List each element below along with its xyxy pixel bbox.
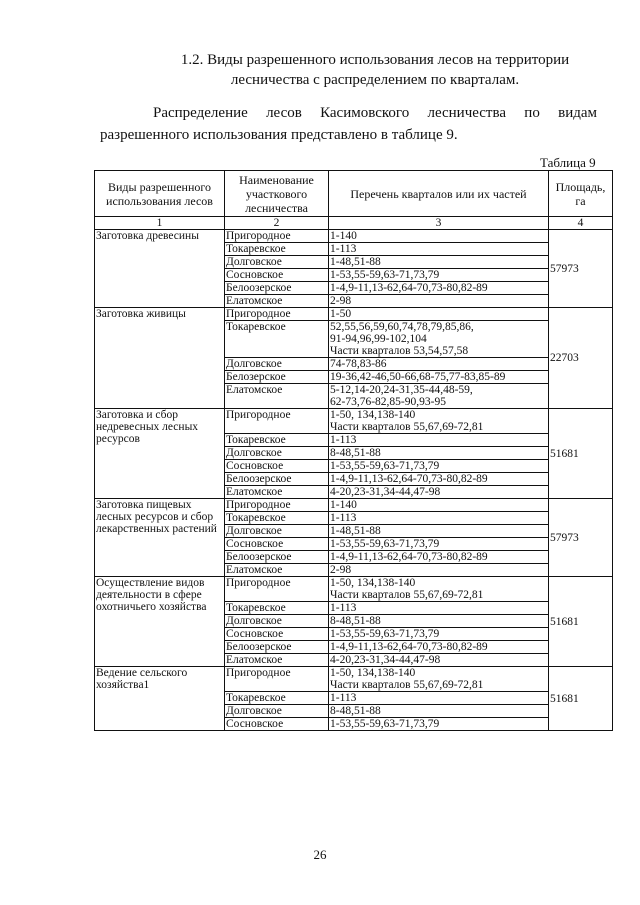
forestry-cell: Сосновское	[225, 718, 329, 731]
quarters-line: 1-53,55-59,63-71,73,79	[330, 538, 440, 550]
forestry-cell: Долговское	[225, 256, 329, 269]
quarters-line: Части кварталов 55,67,69-72,81	[330, 421, 484, 433]
area-cell: 51681	[549, 577, 613, 667]
quarters-line: 1-113	[330, 512, 357, 524]
quarters-cell	[329, 564, 549, 577]
intro-paragraph	[100, 102, 597, 146]
use-type-cell: Осуществление видов деятельности в сфере охотничьего хозяйства	[95, 577, 225, 667]
forestry-cell: Долговское	[225, 615, 329, 628]
quarters-line: 4-20,23-31,34-44,47-98	[330, 654, 441, 666]
quarters-line: 2-98	[330, 564, 352, 576]
area-cell: 57973	[549, 230, 613, 308]
area-cell: 22703	[549, 308, 613, 409]
quarters-line: 1-4,9-11,13-62,64-70,73-80,82-89	[330, 551, 488, 563]
quarters-cell	[329, 447, 549, 460]
quarters-line: 1-53,55-59,63-71,73,79	[330, 460, 440, 472]
quarters-cell	[329, 692, 549, 705]
quarters-cell	[329, 718, 549, 731]
quarters-line: 1-48,51-88	[330, 525, 381, 537]
forestry-cell: Долговское	[225, 525, 329, 538]
forestry-cell: Пригородное	[225, 409, 329, 434]
quarters-cell	[329, 525, 549, 538]
forestry-cell: Токаревское	[225, 512, 329, 525]
forestry-cell: Токаревское	[225, 602, 329, 615]
use-type-cell: Заготовка пищевых лесных ресурсов и сбор лекарственных растений	[95, 499, 225, 577]
forestry-cell: Сосновское	[225, 628, 329, 641]
quarters-line: 19-36,42-46,50-66,68-75,77-83,85-89	[330, 371, 506, 383]
header-area: Площадь, га	[549, 171, 613, 217]
quarters-line: 52,55,56,59,60,74,78,79,85,86,	[330, 321, 474, 333]
quarters-line: 1-140	[330, 230, 357, 242]
forestry-cell: Белоозерское	[225, 641, 329, 654]
quarters-cell	[329, 615, 549, 628]
forest-use-table	[94, 170, 613, 731]
quarters-cell	[329, 269, 549, 282]
quarters-line: 1-50	[330, 308, 352, 320]
quarters-cell	[329, 358, 549, 371]
quarters-line: 1-53,55-59,63-71,73,79	[330, 269, 440, 281]
quarters-line: 1-4,9-11,13-62,64-70,73-80,82-89	[330, 641, 488, 653]
forestry-cell: Токаревское	[225, 692, 329, 705]
quarters-line: 2-98	[330, 295, 352, 307]
quarters-cell	[329, 460, 549, 473]
quarters-cell	[329, 538, 549, 551]
forestry-cell: Долговское	[225, 705, 329, 718]
table-row	[95, 230, 613, 243]
quarters-cell	[329, 486, 549, 499]
forestry-cell: Елатомское	[225, 384, 329, 409]
quarters-line: 1-113	[330, 434, 357, 446]
forestry-cell: Токаревское	[225, 321, 329, 358]
intro-line: Распределение лесов Касимовского лесничества по видам	[153, 105, 597, 121]
forestry-cell: Белоозерское	[225, 282, 329, 295]
forestry-cell: Долговское	[225, 358, 329, 371]
table-row	[95, 308, 613, 321]
forestry-cell: Пригородное	[225, 308, 329, 321]
forestry-cell: Пригородное	[225, 230, 329, 243]
quarters-line: Части кварталов 55,67,69-72,81	[330, 679, 484, 691]
forestry-cell: Токаревское	[225, 243, 329, 256]
forestry-cell: Белоозерское	[225, 551, 329, 564]
quarters-cell	[329, 551, 549, 564]
column-number: 2	[225, 217, 329, 230]
quarters-cell	[329, 295, 549, 308]
quarters-line: 1-113	[330, 602, 357, 614]
table-body	[95, 230, 613, 731]
quarters-line: Части кварталов 55,67,69-72,81	[330, 589, 484, 601]
page-number: 26	[313, 847, 327, 862]
quarters-cell	[329, 577, 549, 602]
quarters-cell	[329, 230, 549, 243]
quarters-cell	[329, 512, 549, 525]
header-use-type: Виды разрешенного использования лесов	[95, 171, 225, 217]
forestry-cell: Елатомское	[225, 486, 329, 499]
quarters-line: 91-94,96,99-102,104	[330, 333, 427, 345]
quarters-cell	[329, 256, 549, 269]
quarters-line: 74-78,83-86	[330, 358, 387, 370]
quarters-cell	[329, 243, 549, 256]
quarters-cell	[329, 384, 549, 409]
table-row	[95, 577, 613, 602]
quarters-cell	[329, 282, 549, 295]
forestry-cell: Белоозерское	[225, 473, 329, 486]
table-row	[95, 499, 613, 512]
quarters-line: 1-53,55-59,63-71,73,79	[330, 628, 440, 640]
quarters-line: 1-140	[330, 499, 357, 511]
quarters-cell	[329, 499, 549, 512]
forestry-cell: Пригородное	[225, 499, 329, 512]
table-row	[95, 409, 613, 434]
forestry-cell: Сосновское	[225, 460, 329, 473]
forestry-cell: Елатомское	[225, 564, 329, 577]
use-type-cell: Ведение сельского хозяйства1	[95, 667, 225, 731]
forestry-cell: Белозерское	[225, 371, 329, 384]
quarters-cell	[329, 473, 549, 486]
quarters-line: 8-48,51-88	[330, 615, 381, 627]
quarters-line: 8-48,51-88	[330, 705, 381, 717]
forestry-cell: Сосновское	[225, 269, 329, 282]
quarters-cell	[329, 654, 549, 667]
table-caption: Таблица 9	[540, 155, 596, 170]
area-cell: 57973	[549, 499, 613, 577]
quarters-line: 1-50, 134,138-140	[330, 667, 416, 679]
quarters-cell	[329, 371, 549, 384]
area-cell: 51681	[549, 409, 613, 499]
section-heading-line: 1.2. Виды разрешенного использования лесов на территории	[180, 52, 570, 68]
quarters-line: 5-12,14-20,24-31,35-44,48-59,	[330, 384, 473, 396]
quarters-line: 1-4,9-11,13-62,64-70,73-80,82-89	[330, 282, 488, 294]
quarters-cell	[329, 602, 549, 615]
quarters-cell	[329, 321, 549, 358]
header-forestry: Наименование участкового лесничества	[225, 171, 329, 217]
quarters-cell	[329, 308, 549, 321]
area-cell: 51681	[549, 667, 613, 731]
quarters-line: 1-50, 134,138-140	[330, 409, 416, 421]
section-heading-line: лесничества с распределением по кварталам.	[230, 72, 520, 88]
use-type-cell: Заготовка живицы	[95, 308, 225, 409]
quarters-line: 1-4,9-11,13-62,64-70,73-80,82-89	[330, 473, 488, 485]
quarters-cell	[329, 705, 549, 718]
forestry-cell: Сосновское	[225, 538, 329, 551]
quarters-line: 1-113	[330, 692, 357, 704]
quarters-cell	[329, 434, 549, 447]
quarters-line: 1-53,55-59,63-71,73,79	[330, 718, 440, 730]
column-number: 4	[549, 217, 613, 230]
quarters-line: 62-73,76-82,85-90,93-95	[330, 396, 446, 408]
quarters-line: 1-113	[330, 243, 357, 255]
forestry-cell: Пригородное	[225, 667, 329, 692]
quarters-line: 8-48,51-88	[330, 447, 381, 459]
quarters-line: 1-50, 134,138-140	[330, 577, 416, 589]
column-number: 3	[329, 217, 549, 230]
quarters-line: 4-20,23-31,34-44,47-98	[330, 486, 441, 498]
quarters-cell	[329, 641, 549, 654]
table-row	[95, 667, 613, 692]
forestry-cell: Пригородное	[225, 577, 329, 602]
column-number: 1	[95, 217, 225, 230]
forestry-cell: Долговское	[225, 447, 329, 460]
quarters-cell	[329, 667, 549, 692]
section-heading	[150, 50, 600, 90]
quarters-cell	[329, 628, 549, 641]
forestry-cell: Токаревское	[225, 434, 329, 447]
intro-line: разрешенного использования представлено в таблице 9.	[100, 127, 458, 143]
header-quarters: Перечень кварталов или их частей	[329, 171, 549, 217]
quarters-line: 1-48,51-88	[330, 256, 381, 268]
use-type-cell: Заготовка древесины	[95, 230, 225, 308]
quarters-cell	[329, 409, 549, 434]
use-type-cell: Заготовка и сбор недревесных лесных ресурсов	[95, 409, 225, 499]
forestry-cell: Елатомское	[225, 295, 329, 308]
forestry-cell: Елатомское	[225, 654, 329, 667]
quarters-line: Части кварталов 53,54,57,58	[330, 345, 469, 357]
